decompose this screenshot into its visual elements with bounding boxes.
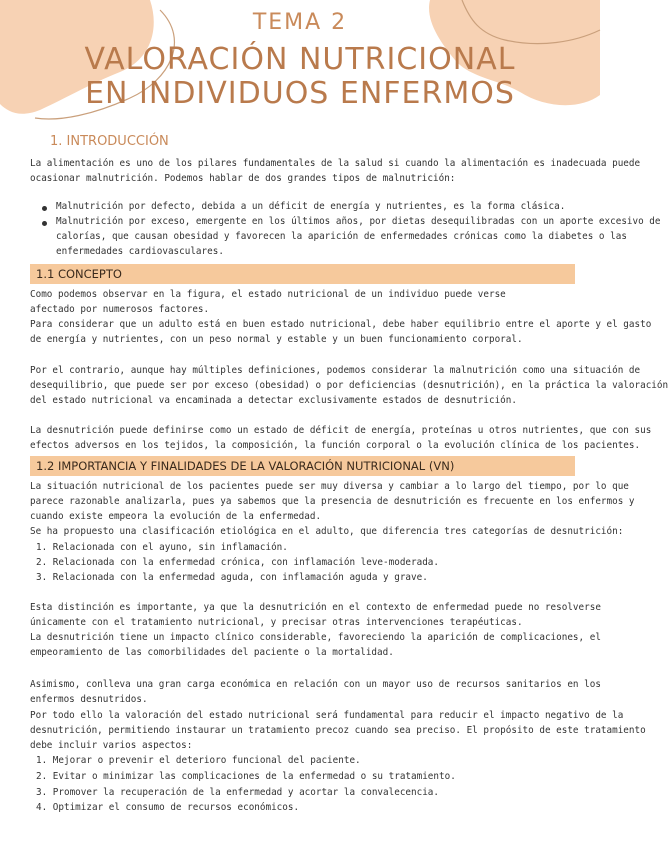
concepto-line: del estado nutricional va encaminada a detectar exclusivamente estados de desnutrición. [30,395,517,406]
importancia-line: cuando existe empeora la evolución de la enfermedad. [30,511,322,522]
importancia-line: debe incluir varios aspectos: [30,740,193,751]
importancia-list-item: 1. Relacionada con el ayuno, sin inflamación. [36,542,288,553]
concepto-line: desequilibrio, que puede ser por exceso (obesidad) o por deficiencias (desnutrición), en la práctica la valoración [30,380,668,391]
intro-bullet: Malnutrición por exceso, emergente en los últimos años, por dietas desequilibradas con un aporte excesivo de [56,216,661,227]
page-title-line2: EN INDIVIDUOS ENFERMOS [85,76,515,111]
importancia-list-item: 1. Mejorar o prevenir el deterioro funcional del paciente. [36,755,361,766]
importancia-line: empeoramiento de las comorbilidades del paciente o la mortalidad. [30,647,394,658]
intro-line: ocasionar malnutrición. Podemos hablar de dos grandes tipos de malnutrición: [30,173,456,184]
concepto-line: efectos adversos en los tejidos, la composición, la función corporal o la evolución clínica de los pacientes. [30,440,641,451]
importancia-list-item: 3. Relacionada con la enfermedad aguda, con inflamación aguda y grave. [36,572,428,583]
importancia-line: Esta distinción es importante, ya que la desnutrición en el contexto de enfermedad puede no resolverse [30,602,601,613]
intro-bullet: Malnutrición por defecto, debida a un déficit de energía y nutrientes, es la forma clásica. [56,201,566,212]
concepto-line: La desnutrición puede definirse como un estado de déficit de energía, proteínas u otros nutrientes, que con sus [30,425,652,436]
importancia-list-item: 4. Optimizar el consumo de recursos económicos. [36,802,300,813]
importancia-line: Asimismo, conlleva una gran carga económica en relación con un mayor uso de recursos sanitarios en los [30,679,601,690]
page-title-line1: VALORACIÓN NUTRICIONAL [84,42,516,77]
intro-bullet-cont: calorías, que causan obesidad y favorecen la aparición de enfermedades crónicas como la diabetes o las [56,231,627,242]
importancia-line: La desnutrición tiene un impacto clínico considerable, favoreciendo la aparición de complicaciones, el [30,632,601,643]
concepto-line: Como podemos observar en la figura, el estado nutricional de un individuo puede verse [30,289,506,300]
importancia-line: desnutrición, permitiendo instaurar un tratamiento precoz cuando sea preciso. El propósito de este tratamiento [30,725,646,736]
bullet-dot [42,221,47,226]
importancia-list-item: 3. Promover la recuperación de la enfermedad y acortar la convalecencia. [36,787,439,798]
section-band-importancia: 1.2 IMPORTANCIA Y FINALIDADES DE LA VALORACIÓN NUTRICIONAL (VN) [30,456,575,476]
importancia-list-item: 2. Evitar o minimizar las complicaciones de la enfermedad o su tratamiento. [36,771,456,782]
intro-line: La alimentación es uno de los pilares fundamentales de la salud si cuando la alimentación es inadecuada puede [30,158,641,169]
concepto-line: Para considerar que un adulto está en buen estado nutricional, debe haber equilibrio entre el aporte y el gasto [30,319,652,330]
importancia-line: únicamente con el tratamiento nutricional, y precisar otras intervenciones terapéuticas. [30,617,523,628]
importancia-line: Se ha propuesto una clasificación etiológica en el adulto, que diferencia tres categorías de desnutrición: [30,526,624,537]
intro-heading: 1. INTRODUCCIÓN [50,134,169,149]
intro-bullet-cont: enfermedades cardiovasculares. [56,246,224,257]
importancia-line: parece razonable analizarla, pues ya sabemos que la presencia de desnutrición es frecuente en los enfermos y [30,496,635,507]
importancia-list-item: 2. Relacionada con la enfermedad crónica, con inflamación leve-moderada. [36,557,439,568]
concepto-line: de energía y nutrientes, con un peso normal y estable y un buen funcionamiento corporal. [30,334,523,345]
concepto-line: afectado por numerosos factores. [30,304,210,315]
tema-label: TEMA 2 [252,10,348,35]
importancia-line: Por todo ello la valoración del estado nutricional será fundamental para reducir el impacto negativo de la [30,710,624,721]
importancia-line: La situación nutricional de los pacientes puede ser muy diversa y cambiar a lo largo del tiempo, por lo que [30,481,629,492]
concepto-line: Por el contrario, aunque hay múltiples definiciones, podemos considerar la malnutrición como una situación de [30,365,641,376]
importancia-line: enfermos desnutridos. [30,694,148,705]
bullet-dot [42,206,47,211]
section-band-concepto: 1.1 CONCEPTO [30,264,575,284]
